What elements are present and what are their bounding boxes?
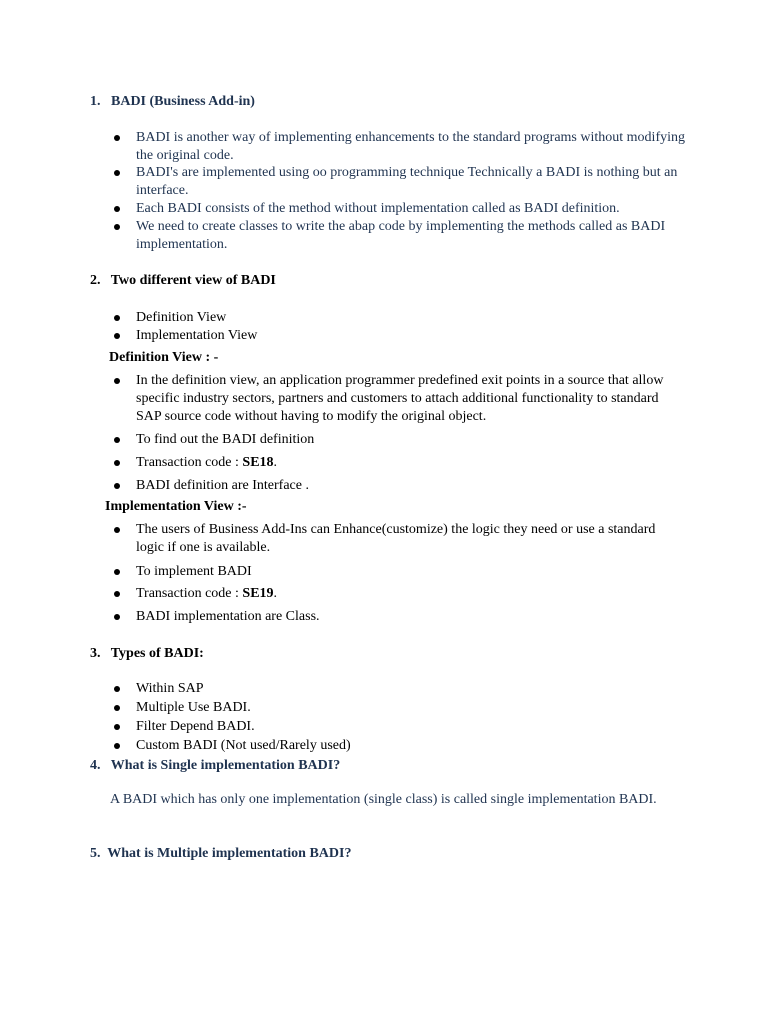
- section-title: What is Multiple implementation BADI?: [107, 846, 352, 861]
- bullet-dot: [114, 333, 120, 339]
- list-item: [136, 585, 696, 603]
- tcode-label: Transaction code :: [136, 586, 243, 601]
- bullet-dot: [114, 483, 120, 489]
- list-item: Custom BADI (Not used/Rarely used): [136, 738, 351, 753]
- bullet-dot: [114, 743, 120, 749]
- section-number: 2.: [90, 273, 101, 288]
- list-item: Within SAP: [136, 681, 204, 696]
- list-item: BADI definition are Interface .: [136, 478, 309, 493]
- tcode-suffix: .: [273, 586, 278, 601]
- bullet-dot: [114, 569, 120, 575]
- section-title: Two different view of BADI: [110, 273, 276, 288]
- bullet-dot: [114, 591, 120, 597]
- list-item: Implementation View: [136, 328, 258, 343]
- list-item: BADI is another way of implementing enhancements to the standard programs without modifying the original code.: [136, 130, 685, 163]
- list-item: Filter Depend BADI.: [136, 719, 255, 734]
- list-item: Each BADI consists of the method without implementation called as BADI definition.: [136, 201, 620, 216]
- tcode-value: SE19: [242, 586, 274, 601]
- tcode-label: Transaction code :: [136, 455, 243, 470]
- list-item: Definition View: [136, 310, 227, 325]
- tcode-suffix: .: [273, 455, 278, 470]
- section-1-heading: [90, 93, 255, 111]
- section-4-heading: [90, 757, 340, 775]
- bullet-dot: [114, 527, 120, 533]
- list-item: BADI implementation are Class.: [136, 609, 320, 624]
- list-item: To find out the BADI definition: [136, 432, 315, 447]
- definition-view-heading: Definition View : -: [109, 350, 219, 365]
- bullet-dot: [114, 460, 120, 466]
- bullet-dot: [114, 224, 120, 230]
- bullet-dot: [114, 206, 120, 212]
- section-title: Types of BADI:: [110, 646, 204, 661]
- section-number: 4.: [90, 758, 101, 773]
- bullet-dot: [114, 705, 120, 711]
- bullet-dot: [114, 135, 120, 141]
- list-item: In the definition view, an application programmer predefined exit points in a source that allow specific industry sectors, partners and customers to attach additional functionality to standard SAP source code without having to modify the original object.: [136, 373, 664, 424]
- list-item: BADI's are implemented using oo programming technique Technically a BADI is nothing but an interface.: [136, 165, 678, 198]
- list-item: Multiple Use BADI.: [136, 700, 251, 715]
- section-number: 1.: [90, 94, 101, 109]
- section-5-heading: [90, 845, 351, 863]
- bullet-dot: [114, 686, 120, 692]
- section-title: What is Single implementation BADI?: [110, 758, 341, 773]
- section-number: 3.: [90, 646, 101, 661]
- section-3-heading: [90, 645, 204, 663]
- bullet-dot: [114, 378, 120, 384]
- bullet-dot: [114, 614, 120, 620]
- implementation-view-heading: Implementation View :-: [105, 499, 247, 514]
- bullet-dot: [114, 315, 120, 321]
- section-title: BADI (Business Add-in): [111, 94, 255, 109]
- bullet-dot: [114, 170, 120, 176]
- section-2-heading: [90, 272, 276, 290]
- bullet-dot: [114, 437, 120, 443]
- tcode-value: SE18: [242, 455, 274, 470]
- bullet-dot: [114, 724, 120, 730]
- list-item: We need to create classes to write the abap code by implementing the methods called as BADI implementation.: [136, 219, 666, 252]
- list-item: The users of Business Add-Ins can Enhance(customize) the logic they need or use a standard logic if one is available.: [136, 522, 656, 555]
- section-4-paragraph: A BADI which has only one implementation (single class) is called single implementation BADI.: [110, 792, 657, 807]
- list-item: To implement BADI: [136, 564, 252, 579]
- section-number: 5.: [90, 846, 101, 861]
- list-item: [136, 454, 696, 472]
